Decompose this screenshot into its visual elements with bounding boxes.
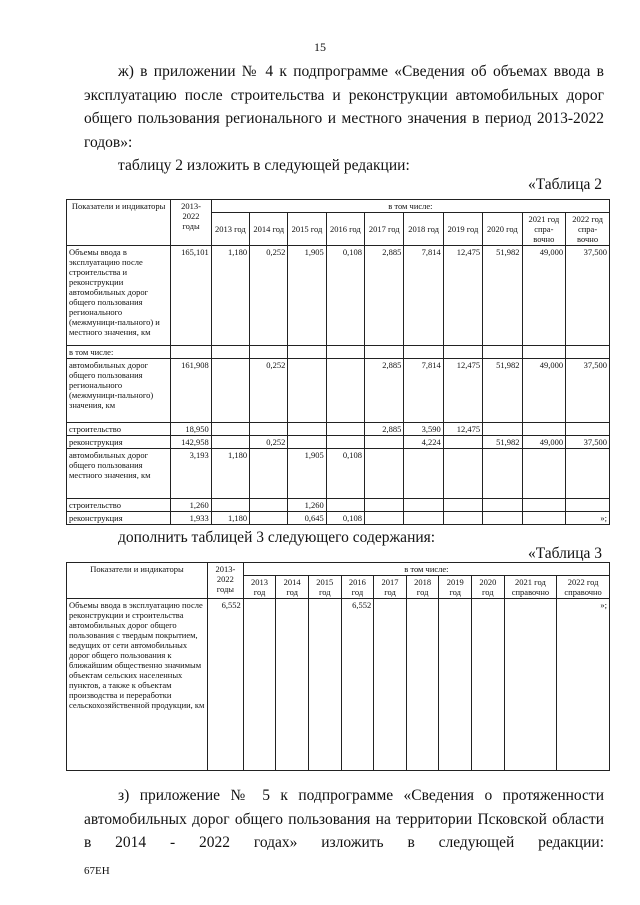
row-label: реконструкция (67, 512, 171, 525)
table-cell (250, 449, 288, 499)
table2-year-header: 2020 год (483, 213, 522, 246)
row-label: автомобильных дорог общего пользования местного значения, км (67, 449, 171, 499)
table-cell (365, 449, 404, 499)
row-total: 161,908 (171, 359, 211, 423)
table-cell: 1,260 (288, 499, 326, 512)
table-cell: 1,905 (288, 449, 326, 499)
table3-year-header: 2021 год справочно (504, 576, 557, 599)
table2-header-indicator: Показатели и индикаторы (67, 200, 171, 246)
table2-year-header: 2018 год (404, 213, 443, 246)
table2-year-header: 2021 год спра-вочно (522, 213, 566, 246)
table-cell (250, 512, 288, 525)
table2-year-header: 2019 год (443, 213, 482, 246)
paragraph-zh: ж) в приложении № 4 к подпрограмме «Сведения об объемах ввода в эксплуатацию после строительства и реконструкции автомобильных дорог общего пользования регионального и местного значения в период 2013-2022 годов»: (84, 63, 604, 151)
table-cell (504, 599, 557, 771)
paragraph-z: з) приложение № 5 к подпрограмме «Сведения о протяженности автомобильных дорог общего пользования на территории Псковской области в 2014 - 2022 годах» изложить в следующей редакции: (84, 787, 604, 851)
table-cell (308, 599, 341, 771)
row-label: в том числе: (67, 346, 171, 359)
table-cell (365, 499, 404, 512)
table-cell: 51,982 (483, 359, 522, 423)
table-cell (443, 436, 482, 449)
table-cell: 1,905 (288, 246, 326, 346)
table3-year-header: 2013 год (243, 576, 276, 599)
table-row (67, 346, 610, 359)
table3-year-header: 2019 год (439, 576, 472, 599)
table-cell (276, 599, 309, 771)
table-cell: 37,500 (566, 359, 610, 423)
table-cell (404, 449, 443, 499)
table2-header-including: в том числе: (211, 200, 609, 213)
table-cell (472, 599, 505, 771)
table-row (67, 499, 610, 512)
footer-code: 67ЕН (84, 865, 110, 877)
table3-year-header: 2020 год (472, 576, 505, 599)
table-cell (522, 512, 566, 525)
table-cell (522, 449, 566, 499)
row-total: 6,552 (207, 599, 243, 771)
table-cell: 51,982 (483, 246, 522, 346)
table-cell: 0,108 (326, 512, 364, 525)
row-total: 1,260 (171, 499, 211, 512)
table-cell (483, 512, 522, 525)
row-total: 142,958 (171, 436, 211, 449)
table-cell (365, 346, 404, 359)
row-label: Объемы ввода в эксплуатацию после реконструкции и строительства автомобильных дорог общего пользования с твердым покрытием, ведущих от сети автомобильных дорог общего пользования к ближайшим общественно значимым объектам сельских населенных пунктов, а также к объектам производства и переработки сельскохозяйственной продукции, км (67, 599, 208, 771)
table-cell: 7,814 (404, 246, 443, 346)
table-cell (483, 449, 522, 499)
table-cell (211, 499, 249, 512)
table3-year-header: 2018 год (406, 576, 439, 599)
table-cell: 49,000 (522, 436, 566, 449)
table-cell (566, 346, 610, 359)
row-label: Объемы ввода в эксплуатацию после строительства и реконструкции автомобильных дорог общего пользования регионального (межмуници-пального) и местного значения, км (67, 246, 171, 346)
table-cell (288, 423, 326, 436)
table-cell: 12,475 (443, 359, 482, 423)
table-cell (326, 436, 364, 449)
table-cell (250, 423, 288, 436)
paragraph-table3-intro: дополнить таблицей 3 следующего содержания: (118, 529, 436, 546)
table3-header-including: в том числе: (243, 563, 609, 576)
row-total: 1,933 (171, 512, 211, 525)
table-cell (522, 423, 566, 436)
table-cell (326, 499, 364, 512)
table-cell: 49,000 (522, 359, 566, 423)
table-cell: 37,500 (566, 436, 610, 449)
table-cell: 0,108 (326, 246, 364, 346)
table-cell (374, 599, 407, 771)
table-cell: 51,982 (483, 436, 522, 449)
table-row (67, 599, 610, 771)
table3-year-header: 2014 год (276, 576, 309, 599)
table3-caption: «Таблица 3 (527, 545, 602, 562)
row-label: реконструкция (67, 436, 171, 449)
table-cell: 0,645 (288, 512, 326, 525)
table-cell (326, 359, 364, 423)
table2-caption: «Таблица 2 (527, 176, 602, 193)
table-cell (250, 499, 288, 512)
table-cell (522, 346, 566, 359)
table-cell: 0,252 (250, 436, 288, 449)
table2-year-header: 2014 год (250, 213, 288, 246)
table-cell (439, 599, 472, 771)
table-cell (211, 423, 249, 436)
table-cell: 2,885 (365, 423, 404, 436)
table3-year-header: 2022 год справочно (557, 576, 610, 599)
table-cell (243, 599, 276, 771)
table-row (67, 359, 610, 423)
table-cell (326, 423, 364, 436)
table-cell: 12,475 (443, 423, 482, 436)
table2-end-mark: »; (566, 512, 610, 525)
table-cell (365, 436, 404, 449)
row-total: 18,950 (171, 423, 211, 436)
table-cell (443, 499, 482, 512)
table-cell (483, 346, 522, 359)
table-cell (288, 346, 326, 359)
table-cell: 0,252 (250, 246, 288, 346)
table-cell (288, 359, 326, 423)
table-row (67, 423, 610, 436)
table-cell: 4,224 (404, 436, 443, 449)
table-cell: 12,475 (443, 246, 482, 346)
table-cell: 1,180 (211, 512, 249, 525)
table-3 (66, 562, 610, 771)
table-cell (404, 499, 443, 512)
row-total: 3,193 (171, 449, 211, 499)
table-row (67, 436, 610, 449)
table-cell (483, 499, 522, 512)
table-cell (443, 512, 482, 525)
table-cell: 1,180 (211, 449, 249, 499)
table-cell (522, 499, 566, 512)
table-2 (66, 199, 610, 525)
table-cell (406, 599, 439, 771)
table2-year-header: 2015 год (288, 213, 326, 246)
table-cell (211, 346, 249, 359)
table-cell (288, 436, 326, 449)
table-cell (404, 512, 443, 525)
row-label: строительство (67, 423, 171, 436)
table-cell (443, 449, 482, 499)
table-cell (443, 346, 482, 359)
table-cell (365, 512, 404, 525)
table-cell: 0,108 (326, 449, 364, 499)
table3-year-header: 2016 год (341, 576, 374, 599)
row-label: строительство (67, 499, 171, 512)
table-cell: 2,885 (365, 246, 404, 346)
table-cell (566, 499, 610, 512)
table-cell (211, 359, 249, 423)
table-cell (211, 436, 249, 449)
table-cell: 6,552 (341, 599, 374, 771)
table-cell (566, 449, 610, 499)
page-number: 15 (314, 40, 326, 54)
table3-header-indicator: Показатели и индикаторы (67, 563, 208, 599)
table-cell: 7,814 (404, 359, 443, 423)
table-cell (566, 423, 610, 436)
table2-year-header: 2013 год (211, 213, 249, 246)
table3-year-header: 2017 год (374, 576, 407, 599)
table-cell (326, 346, 364, 359)
row-total (171, 346, 211, 359)
table3-header-total: 2013-2022 годы (207, 563, 243, 599)
table-cell: 2,885 (365, 359, 404, 423)
table3-year-header: 2015 год (308, 576, 341, 599)
table3-end-mark: »; (557, 599, 610, 771)
table2-year-header: 2017 год (365, 213, 404, 246)
table-cell (483, 423, 522, 436)
table-cell: 49,000 (522, 246, 566, 346)
table2-header-total: 2013-2022 годы (171, 200, 211, 246)
table2-year-header: 2022 год спра-вочно (566, 213, 610, 246)
table-row (67, 246, 610, 346)
table-cell (250, 346, 288, 359)
row-total: 165,101 (171, 246, 211, 346)
table-cell: 0,252 (250, 359, 288, 423)
table-cell: 37,500 (566, 246, 610, 346)
table2-year-header: 2016 год (326, 213, 364, 246)
table-cell (404, 346, 443, 359)
table-row (67, 449, 610, 499)
row-label: автомобильных дорог общего пользования регионального (межмуници-пального) значения, км (67, 359, 171, 423)
table-row (67, 512, 610, 525)
paragraph-table2-intro: таблицу 2 изложить в следующей редакции: (118, 157, 410, 174)
table-cell: 1,180 (211, 246, 249, 346)
table-cell: 3,590 (404, 423, 443, 436)
